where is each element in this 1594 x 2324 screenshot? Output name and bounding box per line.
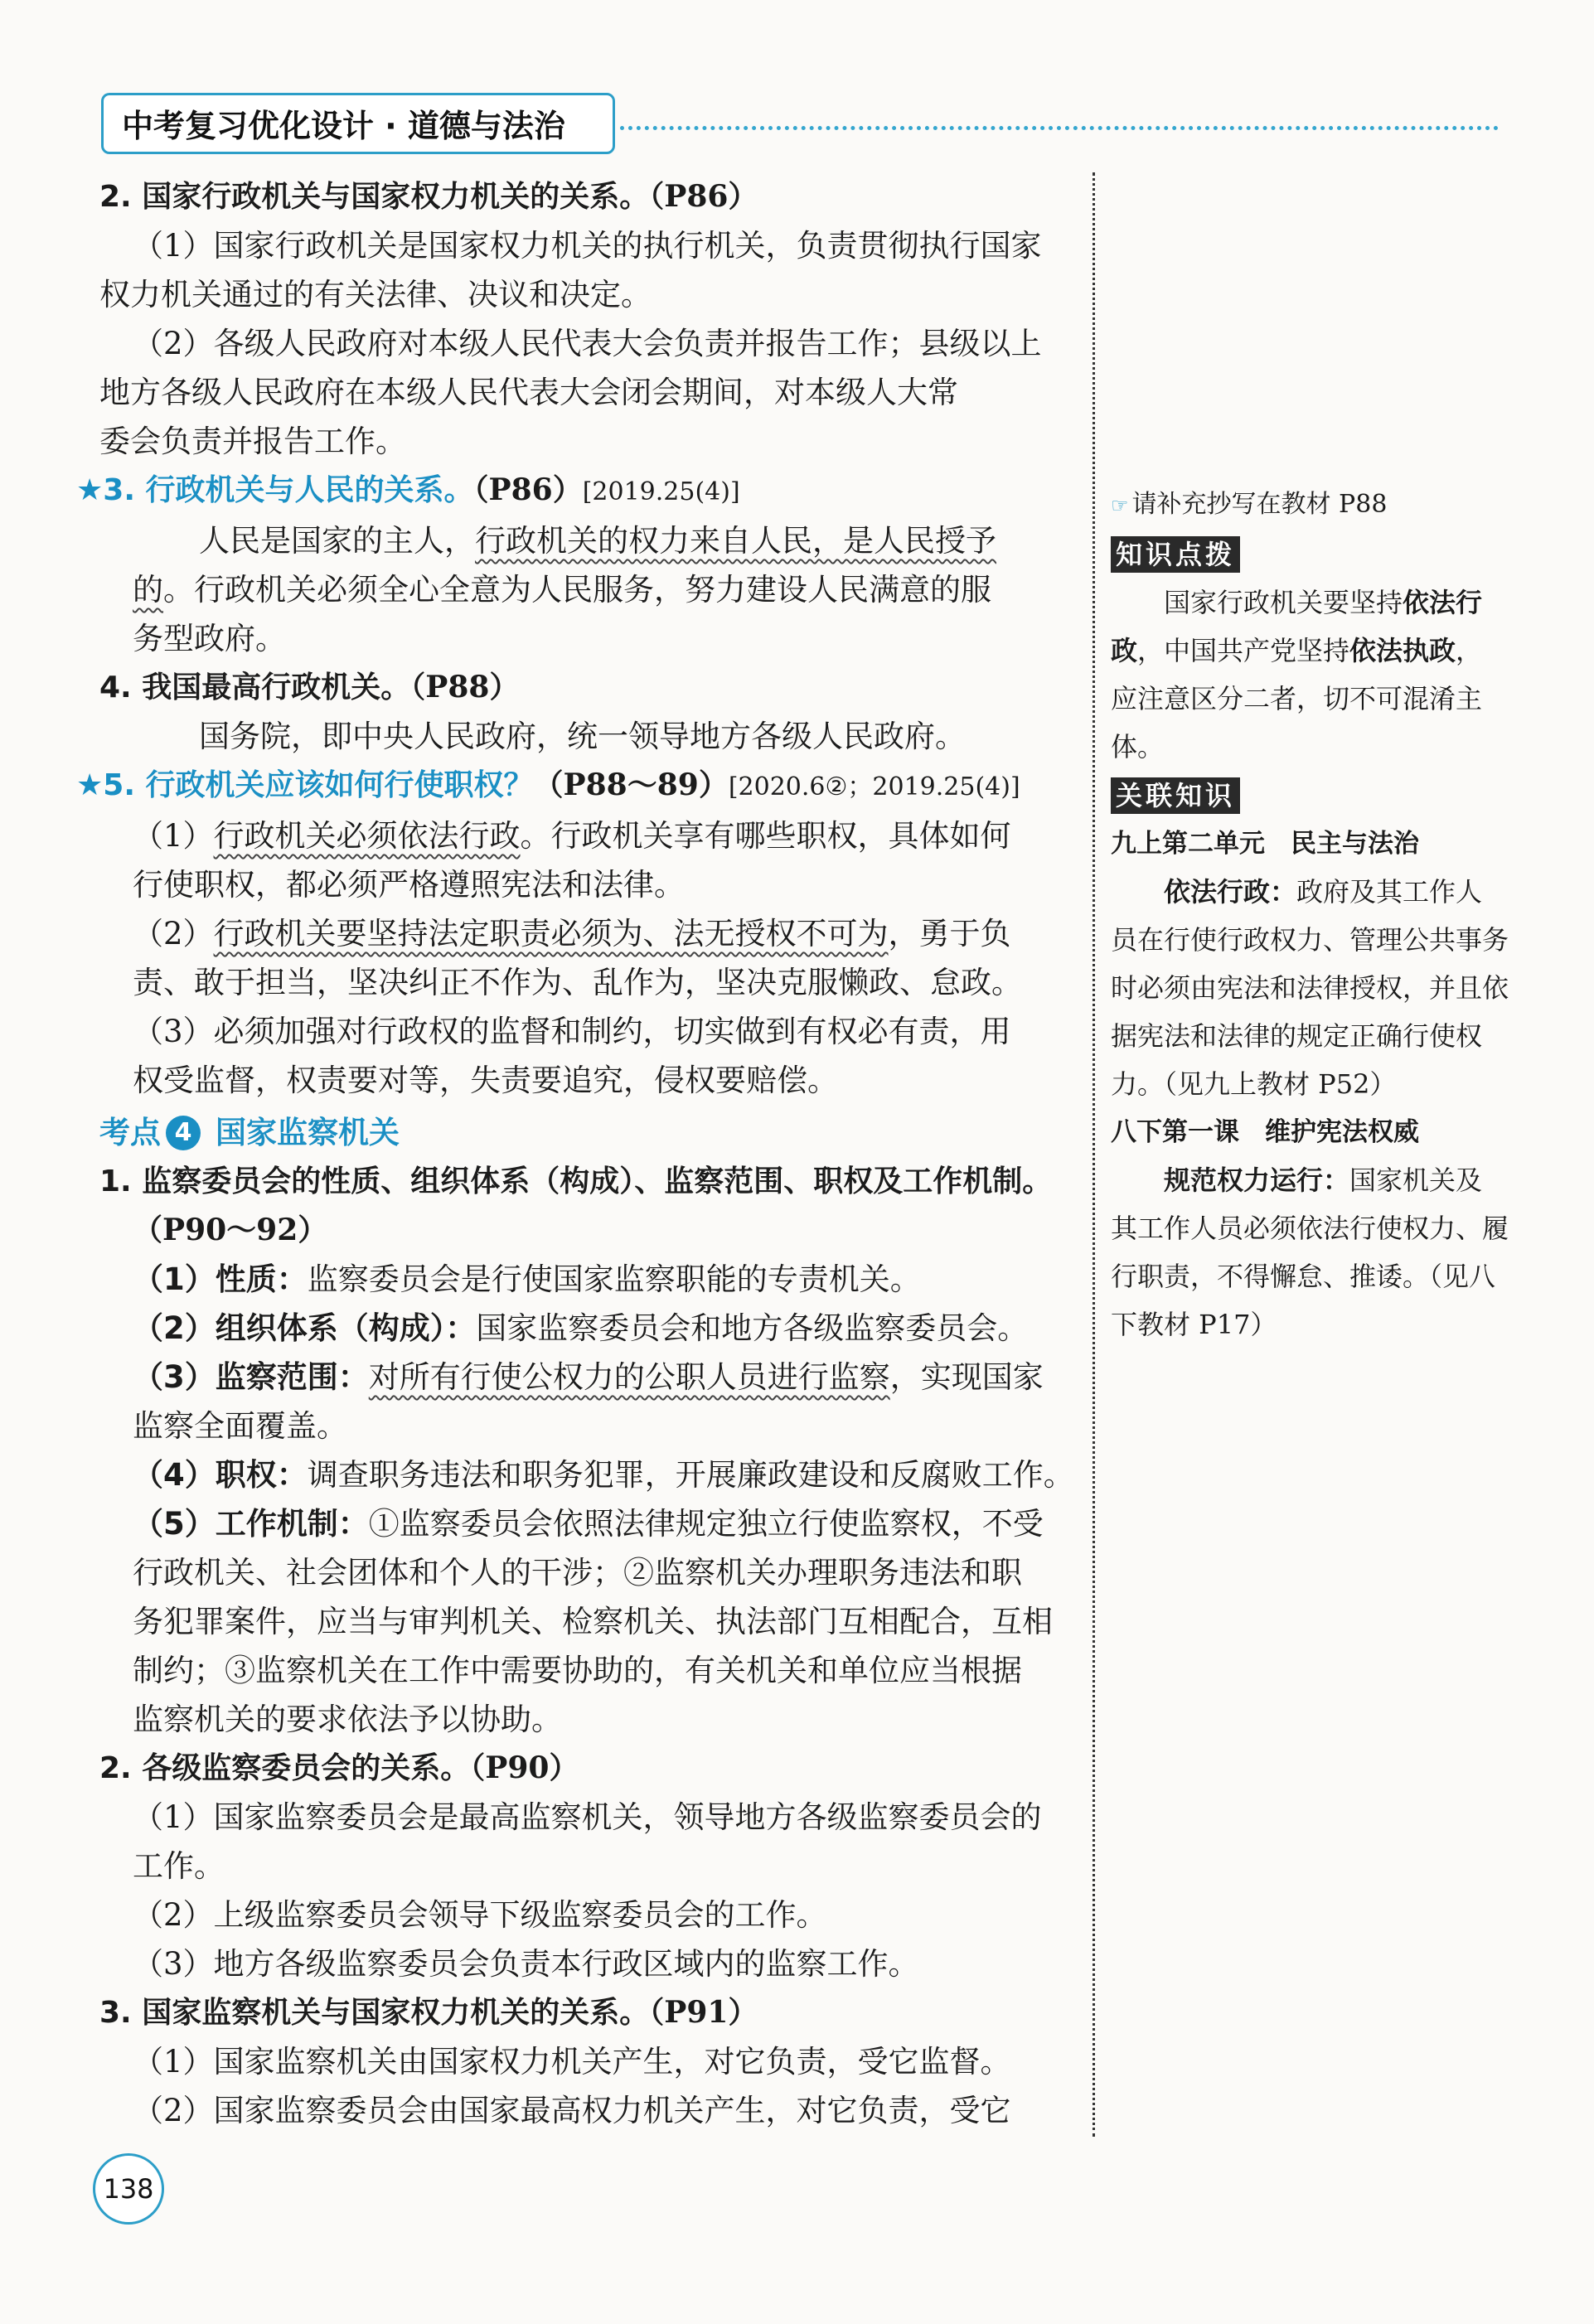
related-heading: 九上第二单元 民主与法治 xyxy=(1111,829,1419,859)
kaodian-heading: 考点 4 国家监察机关 xyxy=(99,1115,400,1150)
related-text: 依法行政：政府及其工作人员在行使行政权力、管理公共事务时必须由宪法和法律授权，并且依据宪法和法律的规定正确行使权力。（见九上教材 P52） xyxy=(1111,876,1509,1100)
header-title-box xyxy=(101,93,615,154)
q3-heading: ★3. 行政机关与人民的关系。（P86）[2019.25(4)] xyxy=(76,472,740,507)
header-title: 中考复习优化设计 · 道德与法治 xyxy=(122,108,565,144)
s1-line: 监察机关的要求依法予以协助。 xyxy=(133,1702,562,1737)
column-divider xyxy=(1093,172,1095,2137)
q3-line: 的。行政机关必须全心全意为人民服务，努力建设人民满意的服 xyxy=(133,572,991,608)
q3-line: 务型政府。 xyxy=(133,621,286,656)
s1-line: 行政机关、社会团体和个人的干涉；②监察机关办理职务违法和职 xyxy=(133,1555,1022,1590)
s1-line: （3）监察范围：对所有行使公权力的公职人员进行监察，实现国家 xyxy=(133,1359,1044,1395)
q5-line: （2）行政机关要坚持法定职责必须为、法无授权不可为，勇于负 xyxy=(133,916,1011,951)
sidebar-hint: ☞ 请补充抄写在教材 P88 xyxy=(1111,490,1388,519)
s1-line: 制约；③监察机关在工作中需要协助的，有关机关和单位应当根据 xyxy=(133,1653,1022,1688)
s1-line: （5）工作机制：①监察委员会依照法律规定独立行使监察权，不受 xyxy=(133,1506,1044,1542)
s3-line: （1）国家监察机关由国家权力机关产生，对它负责，受它监督。 xyxy=(133,2044,1011,2079)
zsdb-label: 知识点拨 xyxy=(1111,536,1240,573)
q2-line: （2）各级人民政府对本级人民代表大会负责并报告工作；县级以上 xyxy=(133,326,1042,361)
q5-line: 责、敢于担当，坚决纠正不作为、乱作为，坚决克服懒政、怠政。 xyxy=(133,965,1022,1000)
header-dotted-rule xyxy=(620,126,1499,130)
page-number: 138 xyxy=(93,2153,164,2225)
q2-heading: 2. 国家行政机关与国家权力机关的关系。（P86） xyxy=(99,179,758,214)
s2-line: （3）地方各级监察委员会负责本行政区域内的监察工作。 xyxy=(133,1946,919,1982)
s1-line: 务犯罪案件，应当与审判机关、检察机关、执法部门互相配合，互相 xyxy=(133,1604,1053,1639)
q5-heading: ★5. 行政机关应该如何行使职权？（P88～89）[2020.6②；2019.25(4)] xyxy=(76,767,1020,802)
s1-line: （4）职权：调查职务违法和职务犯罪，开展廉政建设和反腐败工作。 xyxy=(133,1457,1074,1493)
s3-line: （2）国家监察委员会由国家最高权力机关产生，对它负责，受它 xyxy=(133,2093,1011,2128)
q2-line: （1）国家行政机关是国家权力机关的执行机关，负责贯彻执行国家 xyxy=(133,228,1042,264)
q2-line: 地方各级人民政府在本级人民代表大会闭会期间，对本级人大常 xyxy=(99,375,958,410)
kaodian-number-badge: 4 xyxy=(166,1116,201,1150)
s3-heading: 3. 国家监察机关与国家权力机关的关系。（P91） xyxy=(99,1995,758,2030)
star-icon: ★ xyxy=(76,473,104,507)
pointing-hand-icon: ☞ xyxy=(1111,494,1129,517)
s1-line: （1）性质：监察委员会是行使国家监察职能的专责机关。 xyxy=(133,1261,921,1297)
star-icon: ★ xyxy=(76,768,104,802)
related-heading: 八下第一课 维护宪法权威 xyxy=(1111,1117,1419,1147)
q3-line: 人民是国家的主人，行政机关的权力来自人民，是人民授予 xyxy=(199,523,996,559)
s2-line: （2）上级监察委员会领导下级监察委员会的工作。 xyxy=(133,1897,827,1933)
main-column xyxy=(76,172,1082,2135)
q2-line: 权力机关通过的有关法律、决议和决定。 xyxy=(99,277,652,312)
q2-line: 委会负责并报告工作。 xyxy=(99,424,406,459)
zsdb-text: 国家行政机关要坚持依法行政，中国共产党坚持依法执政，应注意区分二者，切不可混淆主体。 xyxy=(1111,587,1483,763)
related-text: 规范权力运行：国家机关及其工作人员必须依法行使权力、履行职责，不得懈怠、推诿。（见八下教材 P17） xyxy=(1111,1164,1509,1340)
s2-heading: 2. 各级监察委员会的关系。（P90） xyxy=(99,1750,579,1785)
s2-line: （1）国家监察委员会是最高监察机关，领导地方各级监察委员会的 xyxy=(133,1799,1042,1835)
q5-line: 权受监督，权责要对等，失责要追究，侵权要赔偿。 xyxy=(133,1063,838,1098)
s1-heading: 1. 监察委员会的性质、组织体系（构成）、监察范围、职权及工作机制。 xyxy=(99,1164,1053,1198)
q5-line: （3）必须加强对行政权的监督和制约，切实做到有权必有责，用 xyxy=(133,1014,1011,1049)
q4-line: 国务院，即中央人民政府，统一领导地方各级人民政府。 xyxy=(199,719,966,754)
s2-line: 工作。 xyxy=(133,1848,225,1884)
q5-line: 行使职权，都必须严格遵照宪法和法律。 xyxy=(133,867,685,903)
q5-line: （1）行政机关必须依法行政。行政机关享有哪些职权，具体如何 xyxy=(133,818,1011,854)
sidebar-notes xyxy=(1111,481,1509,1348)
s1-heading-ref: （P90～92） xyxy=(133,1213,328,1247)
s1-line: 监察全面覆盖。 xyxy=(133,1408,347,1444)
q4-heading: 4. 我国最高行政机关。（P88） xyxy=(99,670,520,704)
glzs-label: 关联知识 xyxy=(1111,777,1240,814)
s1-line: （2）组织体系（构成）：国家监察委员会和地方各级监察委员会。 xyxy=(133,1310,1029,1346)
